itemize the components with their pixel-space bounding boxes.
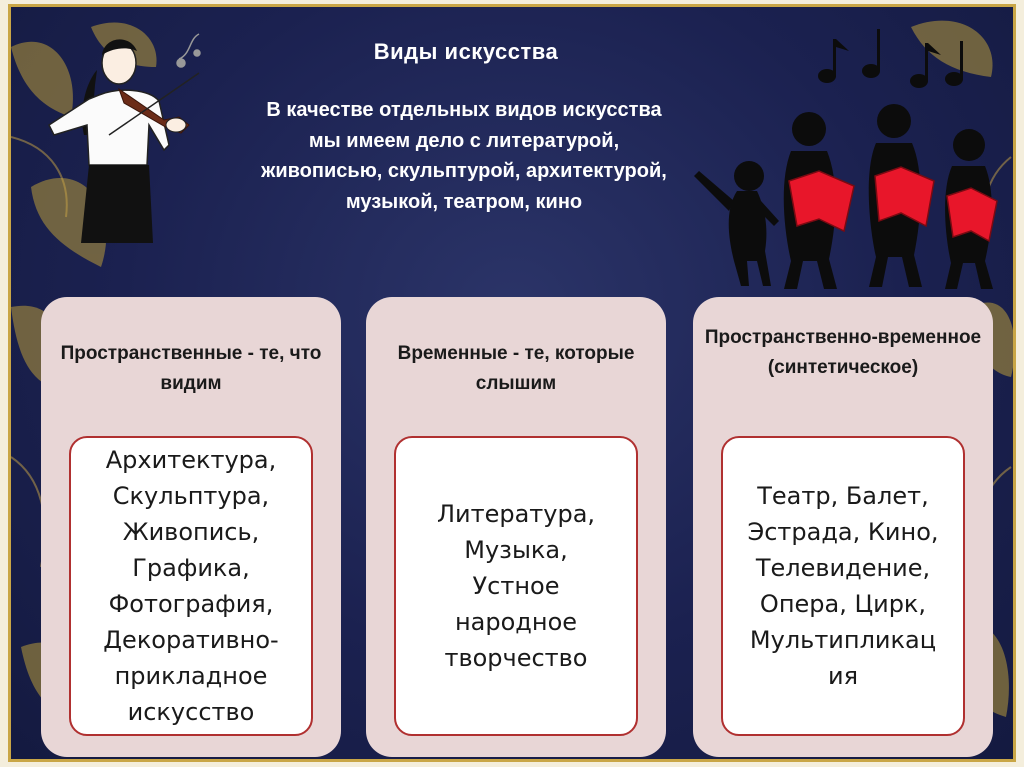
slide <box>8 4 1016 762</box>
column-synthetic <box>693 297 993 757</box>
art-list: Литература, Музыка, Устное народное творчество <box>436 500 596 672</box>
art-list: Театр, Балет, Эстрада, Кино, Телевидение, Опера, Цирк, Мультипликац ия <box>747 482 939 690</box>
art-list-box <box>69 436 313 736</box>
column-heading: Пространственные - те, что видим <box>60 343 322 394</box>
intro-text: В качестве отдельных видов искусства мы имеем дело с литературой, живописью, скульптурой, архитектурой, музыкой, театром, кино <box>261 99 667 213</box>
art-list-box <box>721 436 965 736</box>
art-list: Архитектура, Скульптура, Живопись, Графика, Фотография, Декоративно- прикладное искусство <box>103 446 279 726</box>
column-heading: Пространственно-временное (синтетическое) <box>704 327 982 378</box>
column-temporal <box>366 297 666 757</box>
slide-title: Виды искусства <box>373 39 559 64</box>
column-heading: Временные - те, которые слышим <box>397 343 635 394</box>
art-list-box <box>394 436 638 736</box>
column-spatial <box>41 297 341 757</box>
